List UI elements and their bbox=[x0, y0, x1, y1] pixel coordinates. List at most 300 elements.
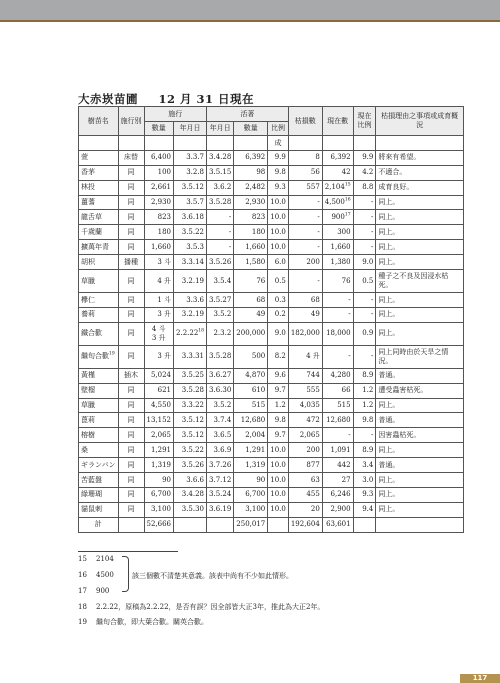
cell-species bbox=[79, 517, 119, 532]
cell-current bbox=[322, 345, 353, 368]
cell-text: 3.3.22 bbox=[181, 401, 205, 410]
cell-text: 同 bbox=[127, 213, 135, 222]
cell-alive-ratio bbox=[268, 487, 289, 502]
cell-text: 10.0 bbox=[270, 460, 286, 469]
cell-alive-ratio bbox=[268, 240, 289, 255]
cell-impl-date bbox=[174, 458, 207, 473]
cell-text: 1,319 bbox=[150, 460, 172, 469]
cell-dead bbox=[288, 255, 322, 270]
cell-text: 6,246 bbox=[330, 490, 351, 499]
cell-alive-date bbox=[207, 293, 234, 308]
cell-current-ratio bbox=[353, 368, 376, 383]
cell-method bbox=[118, 458, 144, 473]
cell-text: - bbox=[317, 227, 320, 236]
cell-text: 因害蟲枯死。 bbox=[378, 430, 421, 439]
cell-text: 2,930 bbox=[150, 198, 172, 207]
cell-impl-date bbox=[174, 413, 207, 428]
cell-text: 0.5 bbox=[274, 276, 286, 285]
cell-text: 壁榴 bbox=[81, 386, 95, 395]
table-row bbox=[79, 413, 464, 428]
cell-text: 555 bbox=[306, 386, 320, 395]
cell-text: 100 bbox=[157, 168, 172, 177]
table-row bbox=[79, 195, 464, 210]
cell-impl-qty bbox=[144, 383, 174, 398]
header-impl-qty: 數量 bbox=[144, 122, 174, 136]
cell-current-ratio bbox=[353, 458, 376, 473]
cell-text: 榕樹 bbox=[81, 430, 95, 439]
cell-text: - bbox=[370, 352, 374, 361]
cell-text: 3 升 bbox=[157, 352, 172, 361]
cell-text: 8 bbox=[315, 153, 320, 162]
table-row bbox=[79, 383, 464, 398]
cell-method bbox=[118, 383, 144, 398]
cell-text: 557 bbox=[306, 183, 320, 192]
cell-alive-date bbox=[207, 502, 234, 517]
cell-impl-qty bbox=[144, 270, 174, 293]
cell-text: 3.5.26 bbox=[209, 257, 232, 266]
cell-reason bbox=[376, 458, 464, 473]
cell-impl-date bbox=[174, 398, 207, 413]
footnote-text: 2.2.22，原稿為2.2.22，是否有誤？因全部皆大正3年，推此為大正2年。 bbox=[96, 603, 325, 611]
total-row bbox=[79, 517, 464, 532]
cell-text: 同 bbox=[127, 490, 135, 499]
cell-text: 遭受蟲害枯死。 bbox=[378, 386, 428, 395]
cell-text: 2,482 bbox=[245, 183, 266, 192]
cell-text: 1.2 bbox=[362, 386, 374, 395]
cell-text: 610 bbox=[251, 386, 266, 395]
table-row bbox=[79, 240, 464, 255]
cell-text: 1,091 bbox=[330, 445, 351, 454]
table-row bbox=[79, 458, 464, 473]
cell-text: - bbox=[228, 213, 232, 222]
cell-text: 同 bbox=[127, 198, 135, 207]
cell-text: 3.3.14 bbox=[181, 257, 205, 266]
table-row bbox=[79, 428, 464, 443]
cell-current-ratio bbox=[353, 398, 376, 413]
cell-species bbox=[79, 473, 119, 488]
cell-text: 1.2 bbox=[362, 401, 374, 410]
cell-text: - bbox=[317, 213, 320, 222]
cell-alive-qty bbox=[234, 443, 268, 458]
cell-dead bbox=[288, 443, 322, 458]
cell-current bbox=[322, 150, 353, 165]
cell-text: 900 bbox=[331, 213, 345, 222]
cell-text: 10.0 bbox=[270, 475, 286, 484]
cell-dead bbox=[288, 210, 322, 225]
cell-method bbox=[118, 165, 144, 180]
cell-current-ratio bbox=[353, 240, 376, 255]
cell-text: 9.3 bbox=[362, 490, 374, 499]
cell-text: - bbox=[370, 213, 374, 222]
cell-dead bbox=[288, 413, 322, 428]
cell-current bbox=[322, 443, 353, 458]
cell-text: 1,380 bbox=[330, 257, 351, 266]
table-row bbox=[79, 487, 464, 502]
cell-method bbox=[118, 180, 144, 195]
cell-impl-qty bbox=[144, 428, 174, 443]
footnote-text: 繼旬合歡，即大葉合歡。關英合歡。 bbox=[96, 618, 208, 626]
cell-dead bbox=[288, 345, 322, 368]
cell-current-ratio bbox=[353, 487, 376, 502]
cell-current bbox=[322, 458, 353, 473]
cell-text: - bbox=[370, 227, 374, 236]
cell-text: 同 bbox=[127, 352, 135, 361]
cell-text: 823 bbox=[251, 213, 266, 222]
cell-species bbox=[79, 180, 119, 195]
footnote-brace bbox=[122, 556, 129, 592]
cell-impl-date bbox=[174, 225, 207, 240]
cell-text: 6,392 bbox=[330, 153, 351, 162]
table-row bbox=[79, 368, 464, 383]
cell-text: 千歲蘭 bbox=[81, 227, 102, 236]
cell-text: 2,900 bbox=[330, 505, 351, 514]
cell-alive-qty bbox=[234, 240, 268, 255]
cell-dead bbox=[288, 517, 322, 532]
cell-species bbox=[79, 487, 119, 502]
cell-text: 同上。 bbox=[378, 505, 400, 514]
cell-text: 12,680 bbox=[240, 416, 266, 425]
cell-text: 1 斗 bbox=[157, 295, 172, 304]
cell-species bbox=[79, 270, 119, 293]
cell-dead bbox=[288, 322, 322, 345]
cell-impl-qty bbox=[144, 150, 174, 165]
cell-text: 3,100 bbox=[245, 505, 266, 514]
cell-text: 草臘 bbox=[81, 276, 95, 285]
cell-text: 3.5.26 bbox=[181, 460, 205, 469]
cell-text: 3.6.5 bbox=[213, 430, 232, 439]
cell-text: 胡枳 bbox=[81, 257, 95, 266]
cell-reason bbox=[376, 345, 464, 368]
cell-text: 66 bbox=[341, 386, 351, 395]
cell-text: 同 bbox=[127, 401, 135, 410]
cell-species bbox=[79, 383, 119, 398]
cell-dead bbox=[288, 150, 322, 165]
cell-text: 744 bbox=[306, 371, 320, 380]
table-row bbox=[79, 150, 464, 165]
cell-text: 10.0 bbox=[270, 490, 286, 499]
cell-method bbox=[118, 368, 144, 383]
cell-text: 63,601 bbox=[326, 520, 351, 529]
cell-alive-date bbox=[207, 413, 234, 428]
cell-text: 1,660 bbox=[150, 242, 172, 251]
table-row bbox=[79, 322, 464, 345]
cell-current bbox=[322, 195, 353, 210]
cell-alive-ratio bbox=[268, 195, 289, 210]
cell-text: - bbox=[348, 352, 351, 361]
cell-text: 823 bbox=[157, 213, 172, 222]
cell-alive-ratio bbox=[268, 458, 289, 473]
cell-dead bbox=[288, 383, 322, 398]
cell-method bbox=[118, 487, 144, 502]
nursery-name: 大赤崁苗圃 bbox=[78, 92, 138, 106]
nursery-table bbox=[78, 106, 464, 533]
cell-method bbox=[118, 345, 144, 368]
cell-reason bbox=[376, 270, 464, 293]
cell-text: 10.0 bbox=[270, 242, 286, 251]
cell-text: 98 bbox=[256, 168, 266, 177]
cell-text: - bbox=[228, 227, 232, 236]
cell-text: 76 bbox=[341, 276, 351, 285]
cell-text: 同 bbox=[127, 329, 135, 338]
cell-text: 9.0 bbox=[362, 257, 374, 266]
cell-text: 5,024 bbox=[150, 371, 172, 380]
cell-text: 8.9 bbox=[362, 371, 374, 380]
cell-text: 1,660 bbox=[330, 242, 351, 251]
cell-current bbox=[322, 165, 353, 180]
cell-impl-qty bbox=[144, 368, 174, 383]
cell-current-ratio bbox=[353, 383, 376, 398]
cell-alive-date bbox=[207, 443, 234, 458]
table-row bbox=[79, 255, 464, 270]
cell-alive-ratio bbox=[268, 307, 289, 322]
cell-text: 9.4 bbox=[362, 505, 374, 514]
cell-text: 68 bbox=[310, 295, 320, 304]
cell-alive-ratio bbox=[268, 293, 289, 308]
cell-text: 1,580 bbox=[245, 257, 266, 266]
cell-reason bbox=[376, 180, 464, 195]
cell-reason bbox=[376, 473, 464, 488]
cell-impl-qty bbox=[144, 240, 174, 255]
cell-alive-date bbox=[207, 322, 234, 345]
cell-alive-qty bbox=[234, 458, 268, 473]
cell-text: 林投 bbox=[81, 183, 95, 192]
cell-text: 52,666 bbox=[146, 520, 172, 529]
cell-species bbox=[79, 255, 119, 270]
cell-alive-date bbox=[207, 270, 234, 293]
cell-text: 1,291 bbox=[150, 445, 172, 454]
cell-current bbox=[322, 225, 353, 240]
cell-impl-date bbox=[174, 255, 207, 270]
cell-text: - bbox=[228, 242, 232, 251]
cell-text: 2,104 bbox=[324, 183, 345, 192]
cell-text: 180 bbox=[157, 227, 172, 236]
cell-text: 同上。 bbox=[378, 490, 400, 499]
cell-reason bbox=[376, 428, 464, 443]
cell-impl-qty bbox=[144, 458, 174, 473]
cell-alive-ratio bbox=[268, 502, 289, 517]
table-row bbox=[79, 180, 464, 195]
cell-current bbox=[322, 240, 353, 255]
cell-text: 同上。 bbox=[378, 310, 400, 319]
header-reason: 枯損理由之事項或成育概況 bbox=[376, 107, 464, 136]
cell-current bbox=[322, 473, 353, 488]
table-row bbox=[79, 225, 464, 240]
table-body bbox=[79, 136, 464, 533]
cell-text: - bbox=[370, 198, 374, 207]
cell-reason bbox=[376, 368, 464, 383]
table-row bbox=[79, 270, 464, 293]
cell-text: 621 bbox=[157, 386, 172, 395]
cell-species bbox=[79, 165, 119, 180]
cell-dead bbox=[288, 195, 322, 210]
cell-text: 200 bbox=[306, 445, 320, 454]
cell-text: 76 bbox=[256, 276, 266, 285]
cell-text: 9.8 bbox=[274, 416, 286, 425]
cell-current-ratio bbox=[353, 293, 376, 308]
cell-dead bbox=[288, 428, 322, 443]
cell-text: 472 bbox=[306, 416, 320, 425]
footnote-16 bbox=[78, 571, 114, 579]
cell-text: 4 斗 3 升 bbox=[151, 325, 166, 342]
cell-alive-ratio bbox=[268, 210, 289, 225]
cell-impl-date bbox=[174, 322, 207, 345]
table-row bbox=[79, 307, 464, 322]
cell-current-ratio bbox=[353, 502, 376, 517]
cell-text: 90 bbox=[162, 475, 172, 484]
cell-text: 同 bbox=[127, 475, 135, 484]
cell-current bbox=[322, 398, 353, 413]
cell-alive-qty bbox=[234, 210, 268, 225]
cell-impl-date bbox=[174, 165, 207, 180]
cell-text: 擴萬年青 bbox=[81, 242, 109, 251]
cell-text: 6,400 bbox=[150, 153, 172, 162]
table-title bbox=[78, 91, 270, 107]
cell-alive-qty bbox=[234, 293, 268, 308]
cell-text: 3.5.7 bbox=[186, 198, 205, 207]
table-row bbox=[79, 210, 464, 225]
cell-text: 200 bbox=[306, 257, 320, 266]
cell-text: 4,280 bbox=[330, 371, 351, 380]
cell-method bbox=[118, 473, 144, 488]
cell-alive-qty bbox=[234, 517, 268, 532]
cell-text: 3.3.31 bbox=[181, 352, 205, 361]
cell-reason bbox=[376, 322, 464, 345]
cell-species bbox=[79, 413, 119, 428]
footnote-rule bbox=[78, 551, 178, 552]
cell-species bbox=[79, 307, 119, 322]
cell-impl-qty bbox=[144, 502, 174, 517]
cell-text: 9.8 bbox=[362, 416, 374, 425]
cell-text: 播種 bbox=[124, 257, 139, 266]
cell-species bbox=[79, 428, 119, 443]
cell-reason bbox=[376, 487, 464, 502]
cell-species bbox=[79, 458, 119, 473]
header-rule bbox=[0, 20, 500, 22]
cell-alive-qty bbox=[234, 180, 268, 195]
cell-alive-qty bbox=[234, 307, 268, 322]
cell-current bbox=[322, 270, 353, 293]
cell-text: 種子之不良及因浸水枯死。 bbox=[378, 272, 449, 290]
table-row bbox=[79, 398, 464, 413]
cell-text: 3.6.2 bbox=[213, 183, 232, 192]
cell-current bbox=[322, 502, 353, 517]
cell-text: 同 bbox=[127, 445, 135, 454]
cell-text: 9.6 bbox=[274, 371, 286, 380]
cell-reason bbox=[376, 443, 464, 458]
cell-text: 同 bbox=[127, 416, 135, 425]
cell-alive-date bbox=[207, 210, 234, 225]
cell-dead bbox=[288, 180, 322, 195]
cell-text: 20 bbox=[310, 505, 320, 514]
cell-dead bbox=[288, 368, 322, 383]
cell-text: 515 bbox=[251, 401, 266, 410]
cell-current bbox=[322, 180, 353, 195]
table-row bbox=[79, 345, 464, 368]
cell-reason bbox=[376, 413, 464, 428]
cell-text: 3.5.4 bbox=[213, 276, 232, 285]
footnote-ref: 19 bbox=[109, 352, 115, 358]
cell-method bbox=[118, 502, 144, 517]
cell-alive-qty bbox=[234, 368, 268, 383]
cell-current-ratio bbox=[353, 180, 376, 195]
cell-impl-date bbox=[174, 473, 207, 488]
cell-method bbox=[118, 150, 144, 165]
cell-reason bbox=[376, 255, 464, 270]
cell-current bbox=[322, 413, 353, 428]
cell-text: 1,660 bbox=[245, 242, 266, 251]
cell-text: 3.6.9 bbox=[213, 445, 232, 454]
header-implementation: 施行 bbox=[144, 107, 207, 122]
cell-impl-date bbox=[174, 195, 207, 210]
cell-text: 6.0 bbox=[274, 257, 286, 266]
cell-alive-qty bbox=[234, 150, 268, 165]
cell-text: 3.5.22 bbox=[181, 227, 205, 236]
header-alive-qty: 數量 bbox=[234, 122, 268, 136]
cell-text: 0.5 bbox=[362, 276, 374, 285]
cell-text: 6,700 bbox=[150, 490, 172, 499]
cell-current-ratio bbox=[353, 443, 376, 458]
cell-text: 442 bbox=[337, 460, 351, 469]
cell-reason bbox=[376, 502, 464, 517]
cell-reason bbox=[376, 517, 464, 532]
cell-method bbox=[118, 210, 144, 225]
cell-text: - bbox=[348, 310, 351, 319]
cell-current-ratio bbox=[353, 150, 376, 165]
cell-alive-date bbox=[207, 368, 234, 383]
cell-text: 8.2 bbox=[274, 352, 286, 361]
cell-text: 同 bbox=[127, 276, 135, 285]
cell-species bbox=[79, 322, 119, 345]
cell-impl-date bbox=[174, 240, 207, 255]
cell-text: 8.9 bbox=[362, 445, 374, 454]
cell-text: 4,500 bbox=[324, 198, 345, 207]
cell-alive-ratio bbox=[268, 150, 289, 165]
cell-text: - bbox=[370, 310, 374, 319]
cell-text: 計 bbox=[94, 520, 102, 529]
header-dead: 枯損數 bbox=[288, 107, 322, 136]
header-alive: 活著 bbox=[207, 107, 289, 122]
cell-reason bbox=[376, 165, 464, 180]
cell-species bbox=[79, 225, 119, 240]
cell-alive-date bbox=[207, 165, 234, 180]
cell-impl-qty bbox=[144, 307, 174, 322]
cell-alive-date bbox=[207, 307, 234, 322]
cell-alive-date bbox=[207, 487, 234, 502]
footnote-19 bbox=[78, 617, 208, 627]
cell-text: 草臘 bbox=[81, 401, 95, 410]
cell-alive-ratio bbox=[268, 413, 289, 428]
header-method: 施行別 bbox=[118, 107, 144, 136]
cell-text: - bbox=[370, 295, 374, 304]
cell-text: 1,319 bbox=[245, 460, 266, 469]
cell-impl-qty bbox=[144, 180, 174, 195]
cell-alive-ratio bbox=[268, 255, 289, 270]
cell-method bbox=[118, 517, 144, 532]
header-impl-date: 年月日 bbox=[174, 122, 207, 136]
cell-dead bbox=[288, 225, 322, 240]
cell-impl-qty bbox=[144, 322, 174, 345]
cell-reason bbox=[376, 150, 464, 165]
cell-text: 將來有希望。 bbox=[378, 153, 421, 162]
table-row bbox=[79, 165, 464, 180]
cell-text: 3.5.24 bbox=[209, 490, 232, 499]
cell-species bbox=[79, 345, 119, 368]
cell-species bbox=[79, 368, 119, 383]
footnote-text: 2104 bbox=[96, 555, 114, 563]
cell-text: 欅仁 bbox=[81, 295, 95, 304]
cell-dead bbox=[288, 293, 322, 308]
cell-text: 4,870 bbox=[245, 371, 266, 380]
